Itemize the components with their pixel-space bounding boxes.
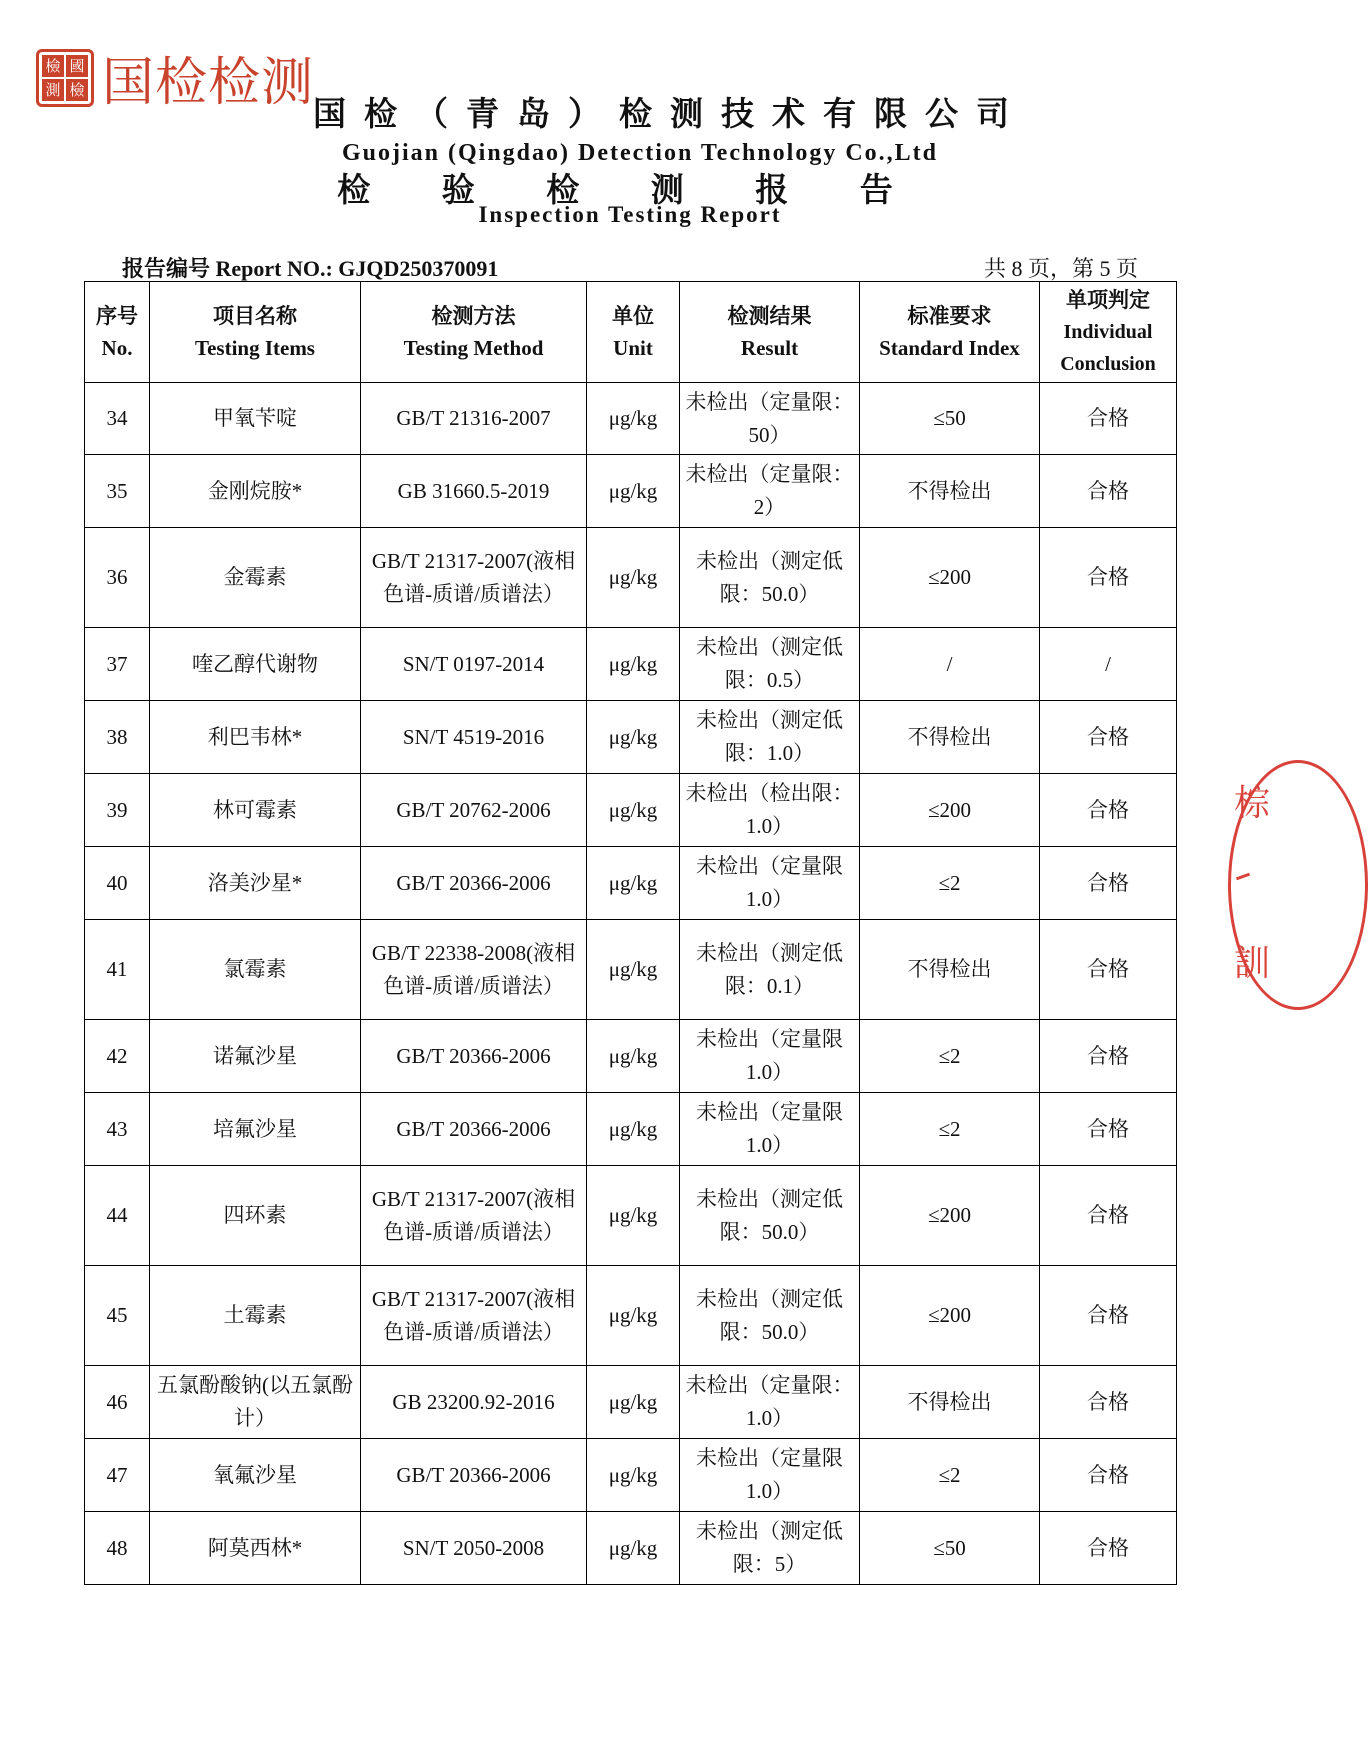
cell-item: 五氯酚酸钠(以五氯酚计） (150, 1366, 361, 1439)
cell-item: 甲氧苄啶 (150, 383, 361, 455)
table-row (85, 920, 1177, 1020)
cell-standard: ≤200 (860, 774, 1040, 847)
cell-item: 洛美沙星* (150, 847, 361, 920)
cell-standard: ≤200 (860, 528, 1040, 628)
table-body (85, 383, 1177, 1585)
cell-result: 未检出（测定低限：0.5） (680, 628, 860, 701)
results-table (84, 281, 1177, 1585)
cell-conclusion: 合格 (1040, 1020, 1177, 1093)
cell-method: GB/T 20762-2006 (361, 774, 587, 847)
cell-no: 40 (85, 847, 150, 920)
cell-unit: μg/kg (587, 1020, 680, 1093)
table-row (85, 528, 1177, 628)
cell-standard: ≤200 (860, 1166, 1040, 1266)
cell-method: GB/T 21317-2007(液相色谱-质谱/质谱法） (361, 528, 587, 628)
cell-item: 培氟沙星 (150, 1093, 361, 1166)
cell-item: 氯霉素 (150, 920, 361, 1020)
cell-method: GB/T 22338-2008(液相色谱-质谱/质谱法） (361, 920, 587, 1020)
table-row (85, 1512, 1177, 1585)
cell-unit: μg/kg (587, 628, 680, 701)
company-name-cn: 国检（青岛）检测技术有限公司 (313, 94, 1027, 133)
cell-item: 诺氟沙星 (150, 1020, 361, 1093)
cell-unit: μg/kg (587, 847, 680, 920)
cell-conclusion: 合格 (1040, 1166, 1177, 1266)
cell-result: 未检出（测定低限：50.0） (680, 1166, 860, 1266)
cell-unit: μg/kg (587, 1166, 680, 1266)
table-row (85, 1366, 1177, 1439)
logo-seal-icon: 檢 國 測 檢 (36, 49, 94, 107)
cell-item: 喹乙醇代谢物 (150, 628, 361, 701)
table-row (85, 1439, 1177, 1512)
cell-unit: μg/kg (587, 455, 680, 528)
company-name-en: Guojian (Qingdao) Detection Technology Co.,Ltd (341, 140, 939, 166)
cell-conclusion: 合格 (1040, 1512, 1177, 1585)
header-unit: 单位 Unit (587, 282, 680, 383)
cell-method: GB/T 21317-2007(液相色谱-质谱/质谱法） (361, 1266, 587, 1366)
cell-unit: μg/kg (587, 701, 680, 774)
cell-conclusion: 合格 (1040, 920, 1177, 1020)
table-row (85, 1266, 1177, 1366)
cell-method: GB/T 20366-2006 (361, 1020, 587, 1093)
cell-standard: ≤2 (860, 1093, 1040, 1166)
cell-result: 未检出（测定低限：50.0） (680, 528, 860, 628)
cell-method: GB/T 20366-2006 (361, 1439, 587, 1512)
cell-method: GB 23200.92-2016 (361, 1366, 587, 1439)
cell-standard: ≤2 (860, 847, 1040, 920)
cell-item: 土霉素 (150, 1266, 361, 1366)
cell-unit: μg/kg (587, 528, 680, 628)
cell-no: 44 (85, 1166, 150, 1266)
cell-item: 利巴韦林* (150, 701, 361, 774)
cell-item: 阿莫西林* (150, 1512, 361, 1585)
table-row (85, 701, 1177, 774)
cell-unit: μg/kg (587, 1093, 680, 1166)
cell-unit: μg/kg (587, 1439, 680, 1512)
header-conclusion: 单项判定 Individual Conclusion (1040, 282, 1177, 383)
page-info: 共 8 页，第 5 页 (983, 256, 1138, 281)
cell-method: GB/T 20366-2006 (361, 1093, 587, 1166)
cell-standard: ≤2 (860, 1439, 1040, 1512)
cell-standard: ≤200 (860, 1266, 1040, 1366)
cell-conclusion: 合格 (1040, 383, 1177, 455)
cell-result: 未检出（定量限：50） (680, 383, 860, 455)
table-row (85, 1093, 1177, 1166)
cell-method: GB/T 21317-2007(液相色谱-质谱/质谱法） (361, 1166, 587, 1266)
cell-method: SN/T 2050-2008 (361, 1512, 587, 1585)
cell-result: 未检出（测定低限：1.0） (680, 701, 860, 774)
cell-method: GB 31660.5-2019 (361, 455, 587, 528)
cell-result: 未检出（定量限1.0） (680, 1020, 860, 1093)
cell-method: SN/T 0197-2014 (361, 628, 587, 701)
cell-standard: ≤2 (860, 1020, 1040, 1093)
table-row (85, 455, 1177, 528)
table-header-row (85, 282, 1177, 383)
cell-unit: μg/kg (587, 1512, 680, 1585)
report-title-en: Inspection Testing Report (478, 202, 782, 227)
cell-no: 41 (85, 920, 150, 1020)
cell-result: 未检出（检出限：1.0） (680, 774, 860, 847)
cell-standard: ≤50 (860, 383, 1040, 455)
cell-no: 42 (85, 1020, 150, 1093)
cell-conclusion: 合格 (1040, 701, 1177, 774)
cell-conclusion: 合格 (1040, 1366, 1177, 1439)
cell-item: 金刚烷胺* (150, 455, 361, 528)
cell-item: 金霉素 (150, 528, 361, 628)
cell-method: GB/T 20366-2006 (361, 847, 587, 920)
cell-conclusion: / (1040, 628, 1177, 701)
cell-conclusion: 合格 (1040, 774, 1177, 847)
cell-conclusion: 合格 (1040, 847, 1177, 920)
stamp-text-top: 棕 (1234, 783, 1271, 824)
header-method: 检测方法 Testing Method (361, 282, 587, 383)
stamp-text-bottom: 訓 (1234, 943, 1271, 984)
cell-unit: μg/kg (587, 1366, 680, 1439)
cell-standard: 不得检出 (860, 1366, 1040, 1439)
header-no: 序号 No. (85, 282, 150, 383)
cell-conclusion: 合格 (1040, 1439, 1177, 1512)
cell-unit: μg/kg (587, 774, 680, 847)
cell-item: 氧氟沙星 (150, 1439, 361, 1512)
cell-no: 37 (85, 628, 150, 701)
cell-result: 未检出（定量限1.0） (680, 1093, 860, 1166)
table-row (85, 383, 1177, 455)
cell-conclusion: 合格 (1040, 1093, 1177, 1166)
cell-unit: μg/kg (587, 1266, 680, 1366)
cell-no: 39 (85, 774, 150, 847)
cell-method: SN/T 4519-2016 (361, 701, 587, 774)
cell-no: 43 (85, 1093, 150, 1166)
cell-no: 45 (85, 1266, 150, 1366)
cell-item: 四环素 (150, 1166, 361, 1266)
cell-result: 未检出（定量限：2） (680, 455, 860, 528)
cell-result: 未检出（定量限1.0） (680, 847, 860, 920)
cell-unit: μg/kg (587, 920, 680, 1020)
cell-no: 36 (85, 528, 150, 628)
table-row (85, 1166, 1177, 1266)
header-item: 项目名称 Testing Items (150, 282, 361, 383)
cell-method: GB/T 21316-2007 (361, 383, 587, 455)
cell-result: 未检出（测定低限：0.1） (680, 920, 860, 1020)
cell-no: 46 (85, 1366, 150, 1439)
report-number: 报告编号 Report NO.: GJQD250370091 (122, 256, 499, 281)
table-row (85, 847, 1177, 920)
cell-no: 34 (85, 383, 150, 455)
cell-item: 林可霉素 (150, 774, 361, 847)
table-row (85, 1020, 1177, 1093)
cell-no: 47 (85, 1439, 150, 1512)
cell-result: 未检出（测定低限：5） (680, 1512, 860, 1585)
cell-no: 48 (85, 1512, 150, 1585)
cell-standard: ≤50 (860, 1512, 1040, 1585)
logo-text: 国检检测 (102, 53, 315, 113)
cell-standard: / (860, 628, 1040, 701)
cell-conclusion: 合格 (1040, 455, 1177, 528)
cell-unit: μg/kg (587, 383, 680, 455)
report-title-cn: 检 验 检 测 报 告 (337, 170, 923, 209)
cell-result: 未检出（定量限：1.0） (680, 1366, 860, 1439)
cell-standard: 不得检出 (860, 455, 1040, 528)
cell-result: 未检出（定量限1.0） (680, 1439, 860, 1512)
cell-no: 35 (85, 455, 150, 528)
cell-standard: 不得检出 (860, 701, 1040, 774)
cell-conclusion: 合格 (1040, 1266, 1177, 1366)
cell-result: 未检出（测定低限：50.0） (680, 1266, 860, 1366)
table-row (85, 774, 1177, 847)
header-standard: 标准要求 Standard Index (860, 282, 1040, 383)
cell-conclusion: 合格 (1040, 528, 1177, 628)
header-result: 检测结果 Result (680, 282, 860, 383)
cell-no: 38 (85, 701, 150, 774)
table-row (85, 628, 1177, 701)
cell-standard: 不得检出 (860, 920, 1040, 1020)
